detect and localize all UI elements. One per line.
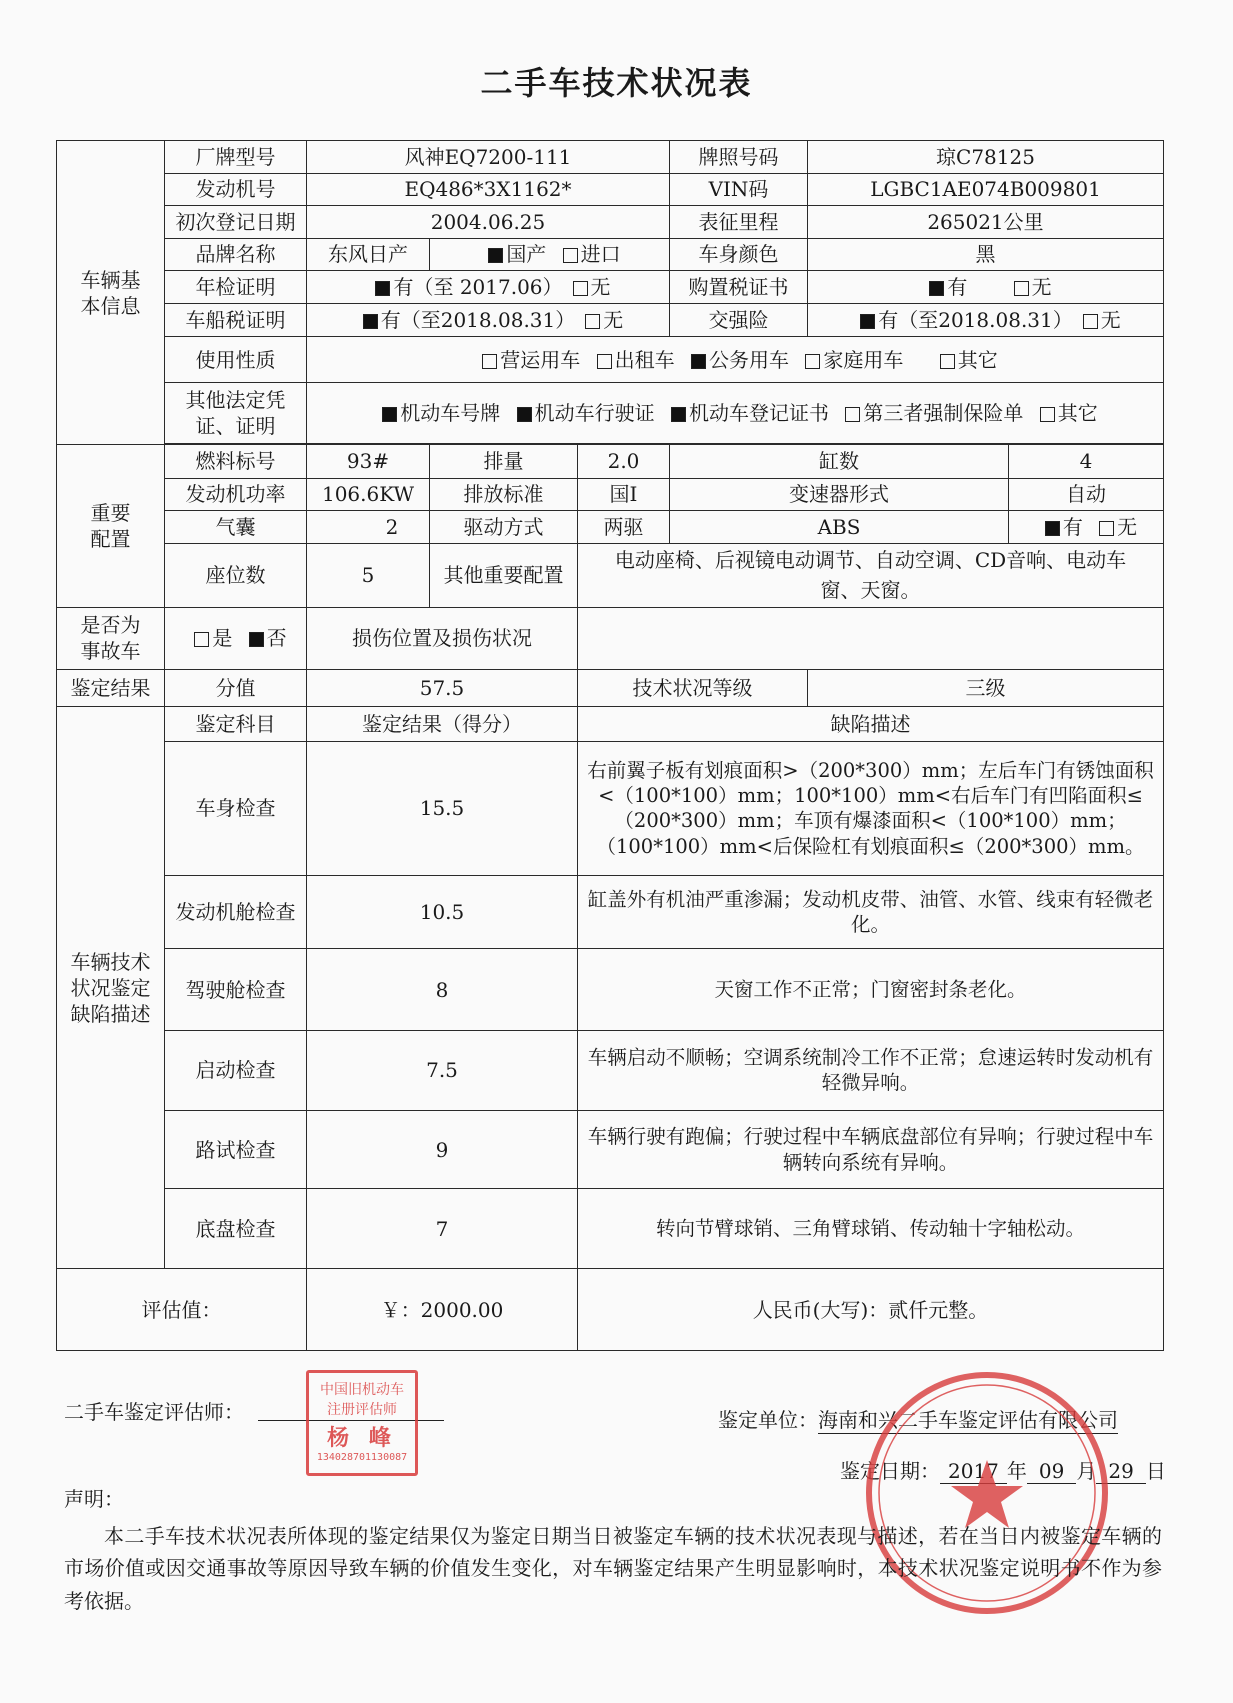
docs-license: 机动车行驶证 bbox=[534, 401, 655, 426]
section-result-label: 鉴定结果 bbox=[57, 670, 165, 707]
section-basic-label: 车辆基本信息 bbox=[57, 141, 165, 445]
checkbox-domestic-checked bbox=[488, 248, 503, 263]
checkbox-docs-insurance bbox=[845, 407, 860, 422]
inspection-name: 底盘检查 bbox=[165, 1189, 307, 1269]
inspection-subject-head: 鉴定科目 bbox=[165, 707, 307, 742]
table-row bbox=[57, 1031, 1164, 1111]
color-label: 车身颜色 bbox=[670, 238, 808, 271]
checkbox-abs-yes bbox=[1045, 521, 1060, 536]
power-label: 发动机功率 bbox=[165, 478, 307, 511]
section-config-label: 重要配置 bbox=[57, 445, 165, 608]
table-row bbox=[57, 1189, 1164, 1269]
row-inspection-head bbox=[57, 707, 1164, 742]
checkbox-docs-other bbox=[1040, 407, 1055, 422]
brand-name-value: 东风日产 bbox=[307, 238, 430, 271]
engine-no-label: 发动机号 bbox=[165, 173, 307, 206]
usage-label: 使用性质 bbox=[165, 337, 307, 383]
table-row bbox=[57, 875, 1164, 948]
cylinders-value: 4 bbox=[1009, 445, 1164, 479]
inspection-yes: 有（至 2017.06） bbox=[393, 274, 563, 299]
row-usage bbox=[57, 337, 1164, 383]
valuation-words: 人民币(大写)：贰仟元整。 bbox=[578, 1269, 1164, 1351]
insurance-no: 无 bbox=[1100, 307, 1121, 332]
checkbox-docs-license bbox=[517, 407, 532, 422]
mileage-value: 265021公里 bbox=[808, 206, 1164, 239]
transmission-value: 自动 bbox=[1009, 478, 1164, 511]
date-year-unit: 年 bbox=[1006, 1459, 1027, 1483]
abs-label: ABS bbox=[670, 511, 1009, 544]
declaration-text: 本二手车技术状况表所体现的鉴定结果仅为鉴定日期当日被鉴定车辆的技术状况表现与描述，若在当日内被鉴定车辆的市场价值或因交通事故等原因导致车辆的价值发生变化，对车辆鉴定结果产生明显影响时，本技术状况鉴定说明书不作为参考依据。 bbox=[64, 1524, 1162, 1613]
docs-registration: 机动车登记证书 bbox=[689, 401, 829, 426]
docs-options bbox=[307, 383, 1164, 444]
row-airbag bbox=[57, 511, 1164, 544]
vessel-tax-options bbox=[307, 303, 670, 337]
checkbox-abs-no bbox=[1099, 521, 1114, 536]
inspection-score: 9 bbox=[307, 1110, 578, 1189]
insurance-yes: 有（至2018.08.31） bbox=[878, 307, 1073, 332]
assessor-stamp bbox=[306, 1370, 418, 1476]
accident-yes: 是 bbox=[212, 626, 233, 651]
inspection-label: 年检证明 bbox=[165, 271, 307, 304]
score-value: 57.5 bbox=[307, 670, 578, 707]
stamp-line1: 中国旧机动车 bbox=[320, 1382, 404, 1398]
row-valuation bbox=[57, 1269, 1164, 1351]
usage-official: 公务用车 bbox=[709, 347, 789, 372]
damage-value bbox=[578, 607, 1164, 670]
checkbox-usage-other bbox=[940, 354, 955, 369]
row-vessel-tax bbox=[57, 303, 1164, 337]
date-month-unit: 月 bbox=[1076, 1459, 1097, 1483]
row-reg-date bbox=[57, 206, 1164, 239]
seats-label: 座位数 bbox=[165, 543, 307, 607]
plate-value: 琼C78125 bbox=[808, 141, 1164, 174]
inspection-score: 7.5 bbox=[307, 1031, 578, 1111]
accident-options bbox=[165, 607, 307, 670]
vehicle-condition-table bbox=[56, 140, 1164, 1351]
brand-name-label: 品牌名称 bbox=[165, 238, 307, 271]
vin-label: VIN码 bbox=[670, 173, 808, 206]
damage-label: 损伤位置及损伤状况 bbox=[307, 607, 578, 670]
date-month: 09 bbox=[1027, 1459, 1076, 1484]
row-inspection bbox=[57, 271, 1164, 304]
vessel-tax-label: 车船税证明 bbox=[165, 303, 307, 337]
usage-taxi: 出租车 bbox=[614, 347, 675, 372]
checkbox-purchase-tax-yes bbox=[929, 281, 944, 296]
table-row bbox=[57, 1110, 1164, 1189]
checkbox-usage-family bbox=[805, 354, 820, 369]
inspection-no: 无 bbox=[590, 274, 611, 299]
airbag-value: 2 bbox=[307, 511, 430, 544]
other-config-label: 其他重要配置 bbox=[430, 543, 578, 607]
drive-label: 驱动方式 bbox=[430, 511, 578, 544]
date-day: 29 bbox=[1096, 1459, 1145, 1484]
inspection-desc: 缸盖外有机油严重渗漏；发动机皮带、油管、水管、线束有轻微老化。 bbox=[578, 875, 1164, 948]
inspection-result-head: 鉴定结果（得分） bbox=[307, 707, 578, 742]
valuation-value: ￥：2000.00 bbox=[307, 1269, 578, 1351]
engine-no-value: EQ486*3X1162* bbox=[307, 173, 670, 206]
vessel-tax-no: 无 bbox=[603, 307, 624, 332]
table-row bbox=[57, 741, 1164, 875]
section-accident-label: 是否为事故车 bbox=[57, 607, 165, 670]
grade-label: 技术状况等级 bbox=[578, 670, 808, 707]
row-brand-model bbox=[57, 141, 1164, 174]
emission-label: 排放标准 bbox=[430, 478, 578, 511]
abs-yes: 有 bbox=[1062, 514, 1083, 539]
inspection-desc: 车辆启动不顺畅；空调系统制冷工作不正常；怠速运转时发动机有轻微异响。 bbox=[578, 1031, 1164, 1111]
drive-value: 两驱 bbox=[578, 511, 670, 544]
row-accident bbox=[57, 607, 1164, 670]
power-value: 106.6KW bbox=[307, 478, 430, 511]
inspection-name: 车身检查 bbox=[165, 741, 307, 875]
inspection-name: 启动检查 bbox=[165, 1031, 307, 1111]
inspection-desc-head: 缺陷描述 bbox=[578, 707, 1164, 742]
page-title: 二手车技术状况表 bbox=[480, 64, 753, 102]
checkbox-insurance-no bbox=[1083, 314, 1098, 329]
inspection-name: 发动机舱检查 bbox=[165, 875, 307, 948]
airbag-label: 气囊 bbox=[165, 511, 307, 544]
brand-model-value: 风神EQ7200-111 bbox=[307, 141, 670, 174]
row-docs bbox=[57, 383, 1164, 444]
assessor-label: 二手车鉴定评估师： bbox=[64, 1400, 244, 1424]
cylinders-label: 缸数 bbox=[670, 445, 1009, 479]
displacement-value: 2.0 bbox=[578, 445, 670, 479]
valuation-label: 评估值： bbox=[57, 1269, 307, 1351]
docs-plate: 机动车号牌 bbox=[400, 401, 501, 426]
inspection-name: 驾驶舱检查 bbox=[165, 949, 307, 1031]
vessel-tax-yes: 有（至2018.08.31） bbox=[380, 307, 576, 332]
score-label: 分值 bbox=[165, 670, 307, 707]
fuel-label: 燃料标号 bbox=[165, 445, 307, 479]
date-label: 鉴定日期： bbox=[840, 1459, 940, 1483]
stamp-name: 杨 峰 bbox=[327, 1426, 397, 1451]
grade-value: 三级 bbox=[808, 670, 1164, 707]
usage-commercial: 营运用车 bbox=[500, 347, 581, 372]
reg-date-value: 2004.06.25 bbox=[307, 206, 670, 239]
abs-no: 无 bbox=[1117, 514, 1138, 539]
row-power bbox=[57, 478, 1164, 511]
section-defects-label: 车辆技术状况鉴定缺陷描述 bbox=[57, 707, 165, 1269]
row-seats bbox=[57, 543, 1164, 607]
purchase-tax-no: 无 bbox=[1031, 274, 1052, 299]
checkbox-accident-yes bbox=[194, 632, 209, 647]
purchase-tax-options bbox=[808, 271, 1164, 304]
insurance-options bbox=[808, 303, 1164, 337]
checkbox-insurance-yes bbox=[860, 314, 875, 329]
purchase-tax-label: 购置税证书 bbox=[670, 271, 808, 304]
row-brand-name bbox=[57, 238, 1164, 271]
row-result bbox=[57, 670, 1164, 707]
origin-domestic: 国产 bbox=[506, 242, 547, 267]
checkbox-usage-commercial bbox=[482, 354, 497, 369]
other-config-value: 电动座椅、后视镜电动调节、自动空调、CD音响、电动车窗、天窗。 bbox=[578, 543, 1164, 607]
origin-options bbox=[430, 238, 670, 271]
checkbox-vessel-tax-no bbox=[585, 314, 600, 329]
table-row bbox=[57, 949, 1164, 1031]
displacement-label: 排量 bbox=[430, 445, 578, 479]
inspection-desc: 天窗工作不正常；门窗密封条老化。 bbox=[578, 949, 1164, 1031]
date-day-unit: 日 bbox=[1145, 1459, 1166, 1483]
stamp-number: 134028701130087 bbox=[316, 1452, 408, 1463]
inspection-score: 7 bbox=[307, 1189, 578, 1269]
vin-value: LGBC1AE074B009801 bbox=[808, 173, 1164, 206]
checkbox-docs-plate bbox=[382, 407, 397, 422]
row-engine-no bbox=[57, 173, 1164, 206]
checkbox-docs-registration bbox=[671, 407, 686, 422]
checkbox-usage-taxi bbox=[597, 354, 612, 369]
usage-family: 家庭用车 bbox=[823, 347, 904, 372]
row-fuel bbox=[57, 445, 1164, 479]
mileage-label: 表征里程 bbox=[670, 206, 808, 239]
inspection-name: 路试检查 bbox=[165, 1110, 307, 1189]
unit-name: 海南和兴二手车鉴定评估有限公司 bbox=[818, 1404, 1118, 1434]
date-year: 2017 bbox=[940, 1459, 1007, 1484]
color-value: 黑 bbox=[808, 238, 1164, 271]
usage-options bbox=[307, 337, 1164, 383]
accident-no: 否 bbox=[266, 626, 287, 651]
docs-label: 其他法定凭证、证明 bbox=[165, 383, 307, 444]
unit-label: 鉴定单位： bbox=[718, 1408, 818, 1432]
insurance-label: 交强险 bbox=[670, 303, 808, 337]
declaration-heading: 声明： bbox=[64, 1487, 124, 1511]
docs-insurance: 第三者强制保险单 bbox=[863, 401, 1024, 426]
checkbox-usage-official bbox=[691, 354, 706, 369]
reg-date-label: 初次登记日期 bbox=[165, 206, 307, 239]
usage-other: 其它 bbox=[957, 347, 998, 372]
inspection-desc: 转向节臂球销、三角臂球销、传动轴十字轴松动。 bbox=[578, 1189, 1164, 1269]
checkbox-inspection-no bbox=[573, 281, 588, 296]
origin-import: 进口 bbox=[580, 242, 621, 267]
docs-other: 其它 bbox=[1057, 401, 1098, 426]
checkbox-import bbox=[563, 248, 578, 263]
inspection-score: 15.5 bbox=[307, 741, 578, 875]
plate-label: 牌照号码 bbox=[670, 141, 808, 174]
transmission-label: 变速器形式 bbox=[670, 478, 1009, 511]
seats-value: 5 bbox=[307, 543, 430, 607]
emission-value: 国Ⅰ bbox=[578, 478, 670, 511]
abs-options bbox=[1009, 511, 1164, 544]
stamp-line2: 注册评估师 bbox=[327, 1402, 397, 1418]
purchase-tax-yes: 有 bbox=[947, 274, 968, 299]
checkbox-accident-no bbox=[249, 632, 264, 647]
fuel-value: 93# bbox=[307, 445, 430, 479]
inspection-options bbox=[307, 271, 670, 304]
brand-model-label: 厂牌型号 bbox=[165, 141, 307, 174]
inspection-score: 8 bbox=[307, 949, 578, 1031]
checkbox-inspection-yes bbox=[375, 281, 390, 296]
checkbox-purchase-tax-no bbox=[1014, 281, 1029, 296]
inspection-score: 10.5 bbox=[307, 875, 578, 948]
checkbox-vessel-tax-yes bbox=[363, 314, 378, 329]
inspection-desc: 右前翼子板有划痕面积>（200*300）mm；左后车门有锈蚀面积<（100*100）mm；100*100）mm<右后车门有凹陷面积≤（200*300）mm；车顶有爆漆面积<（100*100）mm；（100*100）mm<后保险杠有划痕面积≤（200*300）mm。 bbox=[578, 741, 1164, 875]
inspection-desc: 车辆行驶有跑偏；行驶过程中车辆底盘部位有异响；行驶过程中车辆转向系统有异响。 bbox=[578, 1110, 1164, 1189]
